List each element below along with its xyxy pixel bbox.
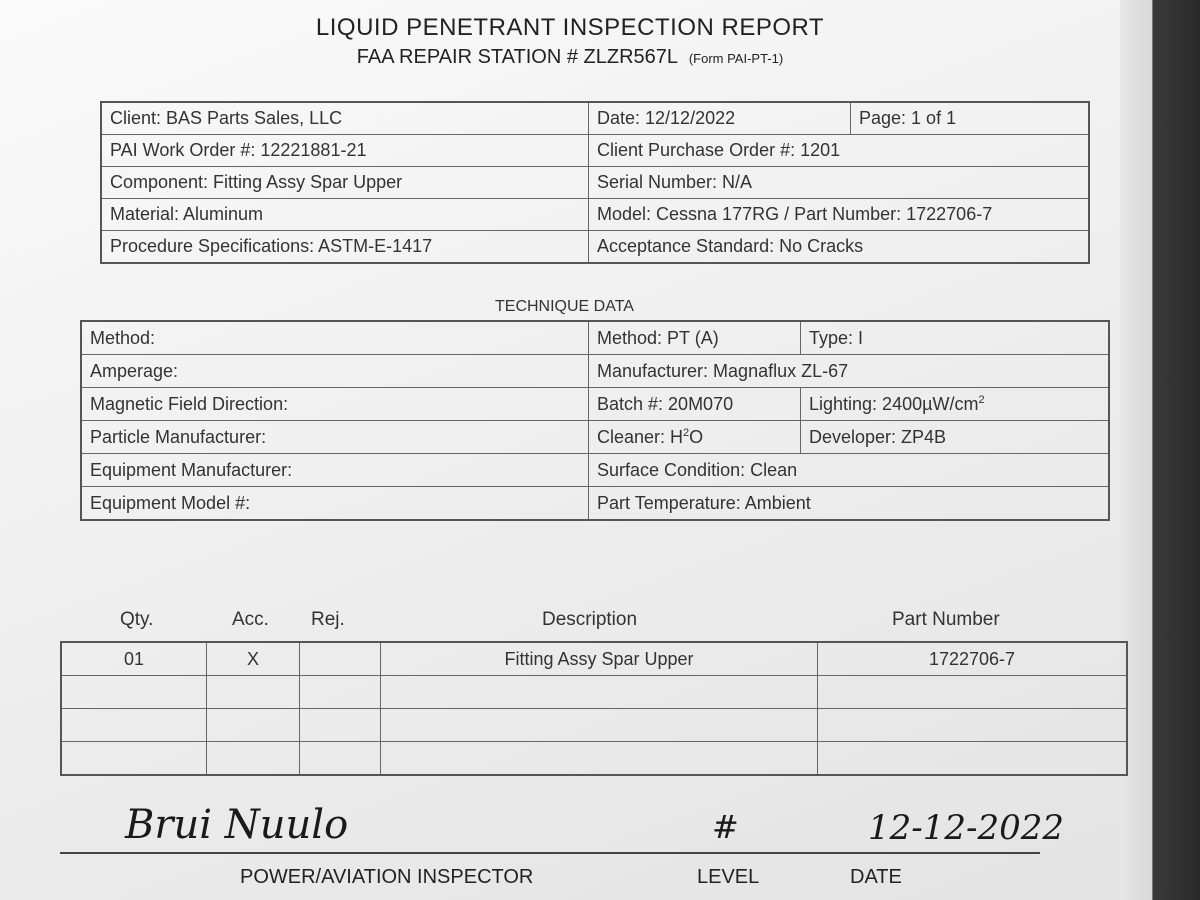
description-cell: Fitting Assy Spar Upper (381, 642, 818, 676)
rej-header: Rej. (311, 609, 345, 630)
page-cell: Page: 1 of 1 (851, 102, 1090, 135)
client-info-table (100, 101, 1090, 264)
qty-cell (61, 709, 207, 742)
qty-cell: 01 (61, 642, 207, 676)
report-title: LIQUID PENETRANT INSPECTION REPORT (315, 14, 825, 41)
component-cell: Component: Fitting Assy Spar Upper (101, 167, 589, 199)
lighting-cell (801, 388, 1110, 421)
serial-cell: Serial Number: N/A (589, 167, 1090, 199)
description-cell (381, 709, 818, 742)
description-header: Description (542, 609, 638, 630)
rej-cell (300, 642, 381, 676)
level-handwritten: # (712, 808, 739, 846)
inspector-label: POWER/AVIATION INSPECTOR (240, 866, 534, 888)
method-pt-cell: Method: PT (A) (589, 321, 801, 355)
particle-manufacturer-cell: Particle Manufacturer: (81, 421, 589, 454)
qty-cell (61, 742, 207, 776)
batch-cell: Batch #: 20M070 (589, 388, 801, 421)
acceptance-cell: Acceptance Standard: No Cracks (589, 231, 1090, 264)
repair-station-line (0, 46, 1140, 69)
part-number-cell (818, 709, 1128, 742)
cleaner-value: Cleaner: H (597, 426, 684, 447)
model-cell: Model: Cessna 177RG / Part Number: 1722706-7 (589, 199, 1090, 231)
description-cell (381, 676, 818, 709)
table-row (61, 642, 1127, 676)
amperage-cell: Amperage: (81, 355, 589, 388)
table-row (61, 709, 1127, 742)
date-handwritten: 12-12-2022 (868, 808, 1065, 848)
part-number-cell: 1722706-7 (818, 642, 1128, 676)
lighting-value: Lighting: 2400µW/cm (809, 393, 979, 414)
equipment-manufacturer-cell: Equipment Manufacturer: (81, 454, 589, 487)
rej-cell (300, 742, 381, 776)
part-number-cell (818, 742, 1128, 776)
part-temperature-cell: Part Temperature: Ambient (589, 487, 1110, 521)
developer-cell: Developer: ZP4B (801, 421, 1110, 454)
table-row (61, 742, 1127, 776)
acc-header: Acc. (232, 609, 269, 630)
inspector-signature: Brui Nuulo (125, 802, 349, 848)
qty-header: Qty. (120, 609, 154, 630)
qty-cell (61, 676, 207, 709)
technique-table (80, 320, 1110, 521)
cleaner-tail: O (689, 426, 704, 447)
acc-cell: X (207, 642, 300, 676)
cleaner-exponent: 2 (683, 426, 690, 439)
surface-condition-cell: Surface Condition: Clean (589, 454, 1110, 487)
equipment-model-cell: Equipment Model #: (81, 487, 589, 521)
manufacturer-cell: Manufacturer: Magnaflux ZL-67 (589, 355, 1110, 388)
form-code: (Form PAI-PT-1) (688, 51, 784, 66)
repair-station: FAA REPAIR STATION # ZLZR567L (356, 46, 678, 68)
description-cell (381, 742, 818, 776)
level-label: LEVEL (697, 866, 760, 888)
lighting-exponent: 2 (978, 393, 985, 406)
rej-cell (300, 709, 381, 742)
material-cell: Material: Aluminum (101, 199, 589, 231)
part-number-cell (818, 676, 1128, 709)
date-label: DATE (850, 866, 902, 888)
procedure-cell: Procedure Specifications: ASTM-E-1417 (101, 231, 589, 264)
cleaner-cell (589, 421, 801, 454)
paper-edge (1120, 0, 1200, 900)
type-cell: Type: I (801, 321, 1110, 355)
field-direction-cell: Magnetic Field Direction: (81, 388, 589, 421)
acc-cell (207, 742, 300, 776)
date-cell: Date: 12/12/2022 (589, 102, 851, 135)
purchase-order-cell: Client Purchase Order #: 1201 (589, 135, 1090, 167)
acc-cell (207, 709, 300, 742)
technique-heading: TECHNIQUE DATA (495, 298, 634, 315)
acc-cell (207, 676, 300, 709)
items-table (60, 641, 1128, 776)
signature-line (60, 852, 1040, 854)
work-order-cell: PAI Work Order #: 12221881-21 (101, 135, 589, 167)
rej-cell (300, 676, 381, 709)
part-number-header: Part Number (892, 609, 1000, 630)
table-row (61, 676, 1127, 709)
method-label-cell: Method: (81, 321, 589, 355)
client-cell: Client: BAS Parts Sales, LLC (101, 102, 589, 135)
